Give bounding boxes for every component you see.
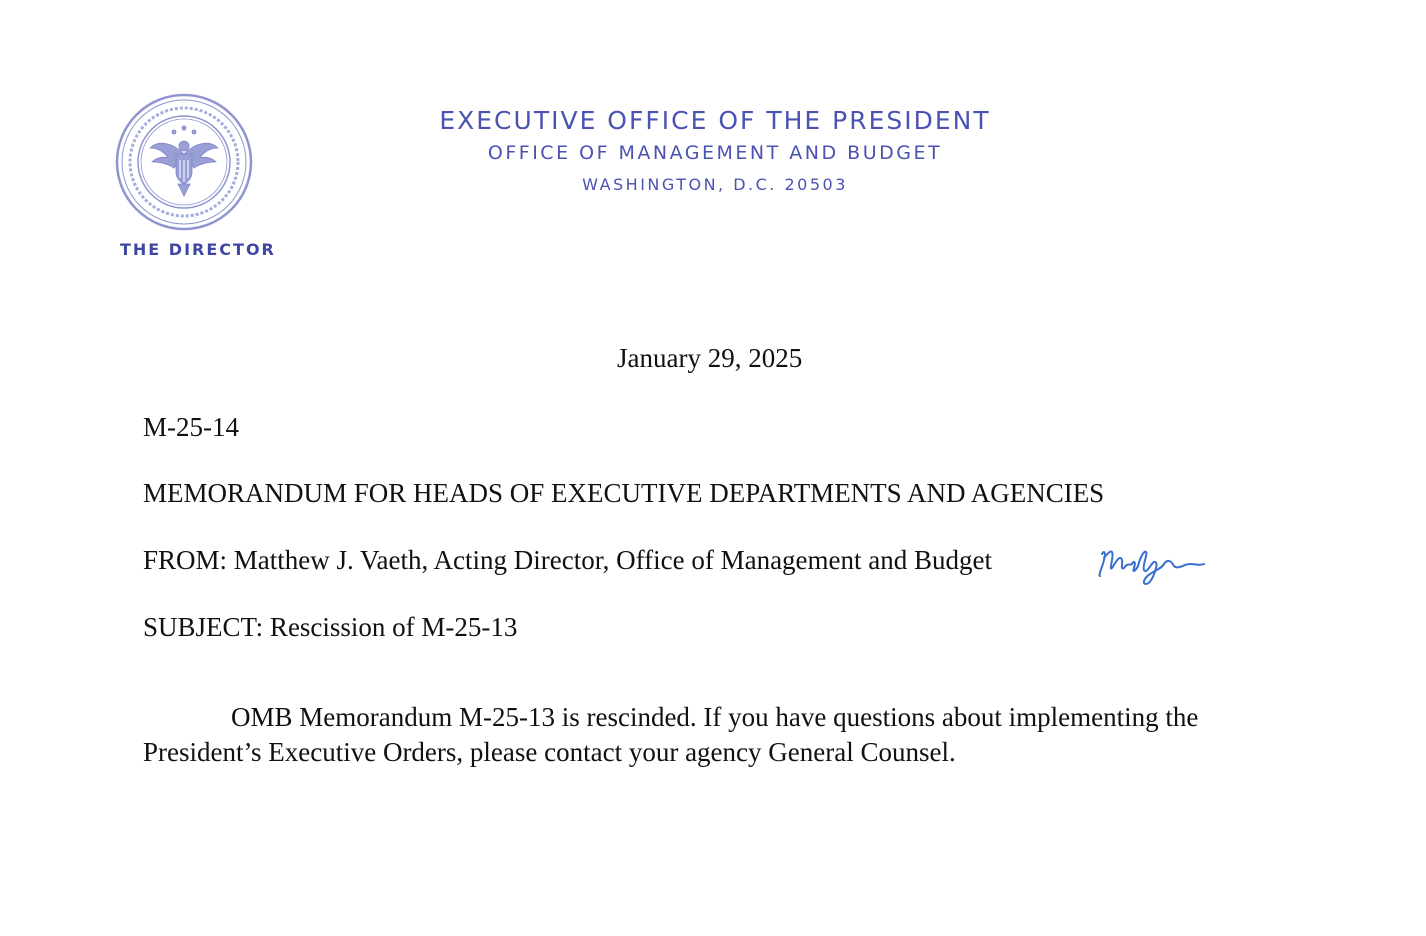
omb-seal-icon (114, 92, 254, 232)
director-label: THE DIRECTOR (120, 240, 276, 259)
letterhead-omb: OFFICE OF MANAGEMENT AND BUDGET (487, 142, 943, 164)
memo-date: January 29, 2025 (617, 343, 803, 373)
memo-id: M-25-14 (143, 412, 239, 442)
handwritten-signature-icon (1094, 540, 1210, 592)
letterhead-executive-office: EXECUTIVE OFFICE OF THE PRESIDENT (439, 106, 991, 135)
memo-addressee: MEMORANDUM FOR HEADS OF EXECUTIVE DEPARTMENTS AND AGENCIES (143, 478, 1105, 508)
memo-subject: SUBJECT: Rescission of M-25-13 (143, 612, 518, 642)
letterhead-address: WASHINGTON, D.C. 20503 (582, 175, 848, 194)
letterhead (330, 104, 1100, 200)
memo-body-paragraph: OMB Memorandum M-25-13 is rescinded. If you have questions about implementing the President’s Executive Orders, please contact your agency General Counsel. (143, 702, 1199, 767)
memo-from: FROM: Matthew J. Vaeth, Acting Director, Office of Management and Budget (143, 545, 992, 575)
